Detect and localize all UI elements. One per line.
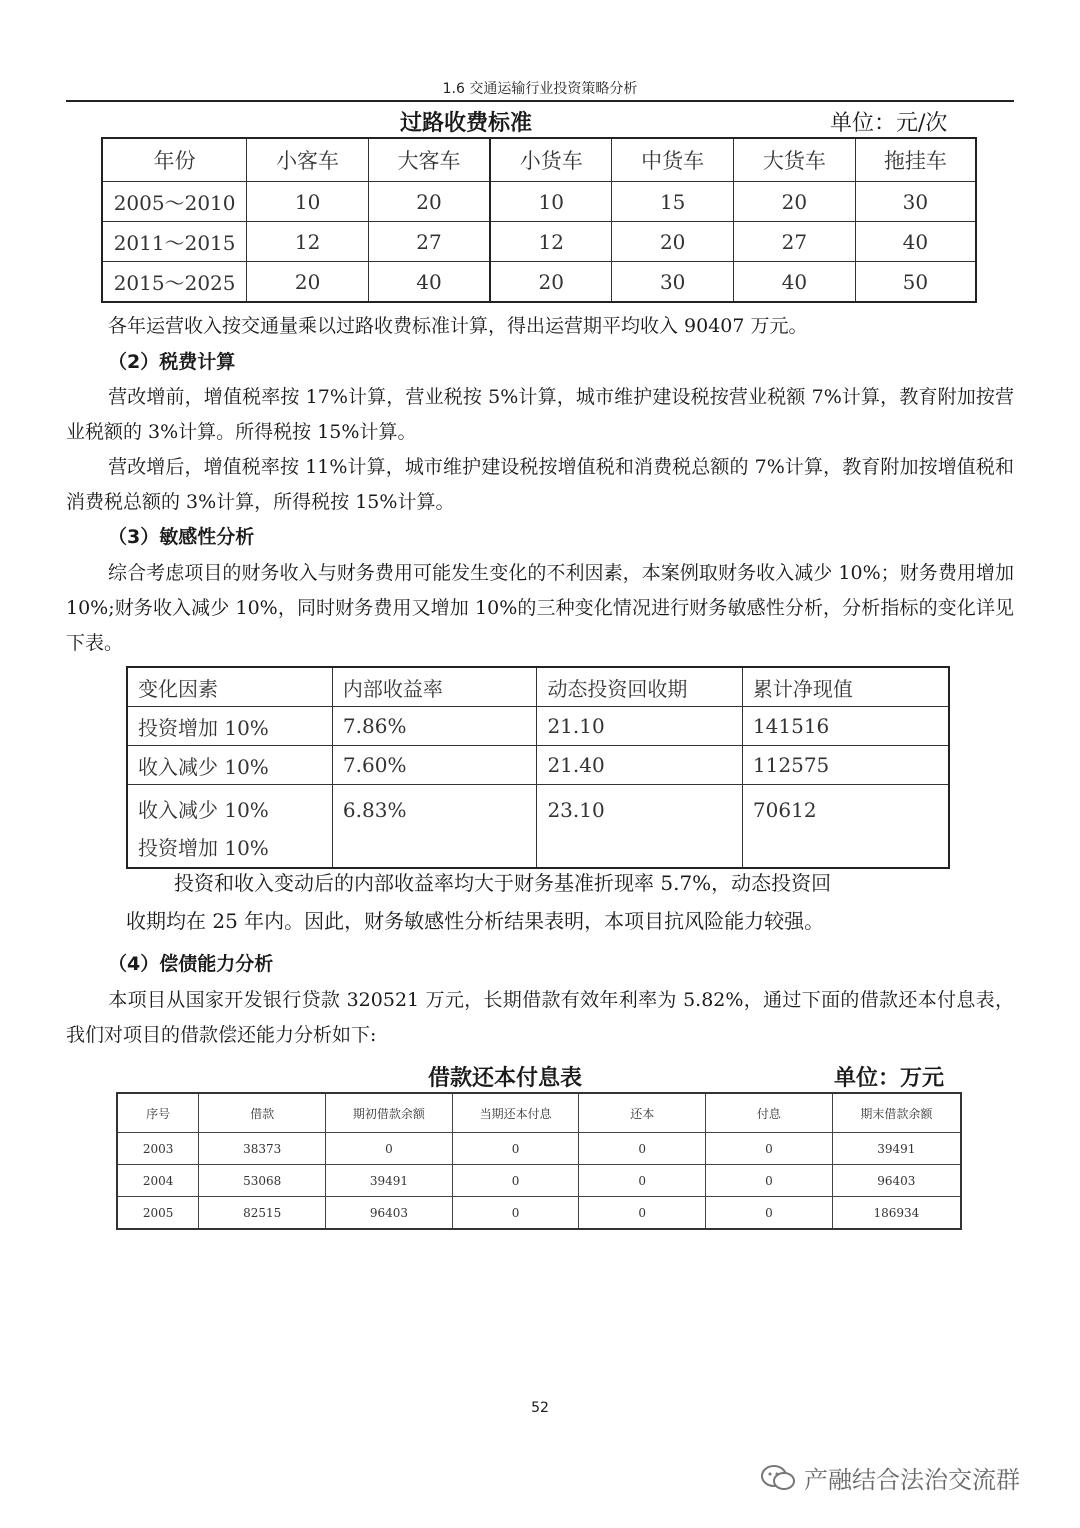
table-row [102, 222, 976, 262]
loan-table-header-row [117, 1093, 961, 1133]
toll-cell: 40 [368, 262, 490, 303]
paragraph-revenue: 各年运营收入按交通量乘以过路收费标准计算，得出运营期平均收入 90407 万元。 [108, 315, 808, 337]
toll-header-cell: 年份 [102, 138, 247, 182]
toll-table-header-row [102, 138, 976, 182]
table-row [102, 262, 976, 303]
sens-npv-cell: 70612 [742, 785, 949, 869]
toll-cell: 27 [734, 222, 856, 262]
sens-factor-cell [127, 785, 332, 869]
loan-cell: 0 [452, 1133, 579, 1165]
toll-cell: 20 [368, 182, 490, 222]
toll-cell: 20 [612, 222, 734, 262]
loan-header-cell: 期末借款余额 [832, 1093, 961, 1133]
loan-header-cell: 还本 [579, 1093, 706, 1133]
loan-header-cell: 付息 [706, 1093, 833, 1133]
loan-cell: 53068 [199, 1165, 326, 1197]
toll-header-cell: 小客车 [247, 138, 369, 182]
loan-cell: 38373 [199, 1133, 326, 1165]
toll-table-title: 过路收费标准 [400, 110, 533, 136]
watermark-text: 产融结合法治交流群 [804, 1466, 1020, 1494]
loan-cell: 39491 [832, 1133, 961, 1165]
sens-factor-line: 收入减少 10% [138, 798, 269, 822]
paragraph-sensitivity-result [126, 864, 966, 940]
toll-cell: 50 [855, 262, 976, 303]
loan-cell: 39491 [326, 1165, 453, 1197]
toll-cell: 40 [855, 222, 976, 262]
paragraph-tax-after: 营改增后，增值税率按 11%计算，城市维护建设税按增值税和消费税总额的 7%计算，教育附加按增值税和消费税总额的 3%计算，所得税按 15%计算。 [66, 456, 1014, 513]
loan-cell: 0 [579, 1197, 706, 1230]
loan-cell: 0 [579, 1133, 706, 1165]
toll-cell: 20 [490, 262, 612, 303]
toll-header-cell: 大客车 [368, 138, 490, 182]
sens-factor-cell: 收入减少 10% [127, 746, 332, 785]
loan-cell: 2004 [117, 1165, 199, 1197]
toll-cell: 20 [734, 182, 856, 222]
sens-irr-cell: 6.83% [332, 785, 537, 869]
toll-cell: 12 [490, 222, 612, 262]
loan-cell: 2005 [117, 1197, 199, 1230]
sens-header-cell: 内部收益率 [332, 667, 537, 707]
toll-table-unit: 单位：元/次 [830, 111, 948, 136]
sens-irr-cell: 7.86% [332, 707, 537, 746]
loan-cell: 0 [706, 1197, 833, 1230]
sens-header-cell: 累计净现值 [742, 667, 949, 707]
sens-factor-cell: 投资增加 10% [127, 707, 332, 746]
loan-cell: 0 [326, 1133, 453, 1165]
table-row [117, 1197, 961, 1230]
sens-header-cell: 变化因素 [127, 667, 332, 707]
header-rule [66, 100, 1014, 102]
sens-period-cell: 21.10 [537, 707, 742, 746]
result-line-1: 投资和收入变动后的内部收益率均大于财务基准折现率 5.7%，动态投资回 [174, 871, 832, 895]
toll-header-cell: 大货车 [734, 138, 856, 182]
loan-cell: 0 [706, 1133, 833, 1165]
loan-cell: 96403 [832, 1165, 961, 1197]
loan-table-unit: 单位：万元 [834, 1065, 945, 1091]
table-row [127, 707, 949, 746]
section-heading-debt: （4）偿债能力分析 [108, 953, 274, 975]
loan-header-cell: 当期还本付息 [452, 1093, 579, 1133]
paragraph-sensitivity: 综合考虑项目的财务收入与财务费用可能发生变化的不利因素，本案例取财务收入减少 10%；财务费用增加 10%;财务收入减少 10%，同时财务费用又增加 10%的三种变化情况进行财务敏感性分析，分析指标的变化详见下表。 [66, 562, 1014, 654]
toll-cell: 10 [490, 182, 612, 222]
table-row [127, 746, 949, 785]
loan-cell: 0 [452, 1165, 579, 1197]
loan-table-title: 借款还本付息表 [428, 1065, 583, 1091]
sens-period-cell: 21.40 [537, 746, 742, 785]
toll-cell: 30 [855, 182, 976, 222]
toll-cell: 15 [612, 182, 734, 222]
section-heading-tax: （2）税费计算 [108, 351, 236, 373]
toll-cell: 12 [247, 222, 369, 262]
table-row [127, 785, 949, 869]
toll-header-cell: 中货车 [612, 138, 734, 182]
loan-header-cell: 序号 [117, 1093, 199, 1133]
loan-cell: 82515 [199, 1197, 326, 1230]
loan-table [116, 1092, 962, 1230]
loan-cell: 186934 [832, 1197, 961, 1230]
watermark [760, 1460, 1020, 1495]
loan-header-cell: 期初借款余额 [326, 1093, 453, 1133]
toll-cell: 30 [612, 262, 734, 303]
paragraph-tax-before: 营改增前，增值税率按 17%计算，营业税按 5%计算，城市维护建设税按营业税额 7%计算，教育附加按营业税额的 3%计算。所得税按 15%计算。 [66, 386, 1014, 443]
loan-cell: 96403 [326, 1197, 453, 1230]
table-row [117, 1165, 961, 1197]
sens-npv-cell: 141516 [742, 707, 949, 746]
toll-cell: 10 [247, 182, 369, 222]
toll-cell: 2011～2015 [102, 222, 247, 262]
toll-cell: 40 [734, 262, 856, 303]
table-row [117, 1133, 961, 1165]
loan-cell: 0 [579, 1165, 706, 1197]
sens-irr-cell: 7.60% [332, 746, 537, 785]
sens-period-cell: 23.10 [537, 785, 742, 869]
loan-cell: 0 [452, 1197, 579, 1230]
page-header-title: 1.6 交通运输行业投资策略分析 [442, 81, 638, 97]
table-row [102, 182, 976, 222]
sens-factor-line: 投资增加 10% [138, 836, 269, 860]
toll-table [101, 137, 977, 303]
loan-cell: 2003 [117, 1133, 199, 1165]
toll-cell: 2005～2010 [102, 182, 247, 222]
loan-header-cell: 借款 [199, 1093, 326, 1133]
toll-header-cell: 拖挂车 [855, 138, 976, 182]
page-number: 52 [531, 1400, 549, 1416]
sensitivity-table [126, 666, 950, 869]
toll-header-cell: 小货车 [490, 138, 612, 182]
result-line-2: 收期均在 25 年内。因此，财务敏感性分析结果表明，本项目抗风险能力较强。 [126, 909, 825, 933]
section-heading-sensitivity: （3）敏感性分析 [108, 526, 255, 548]
loan-cell: 0 [706, 1165, 833, 1197]
sens-header-cell: 动态投资回收期 [537, 667, 742, 707]
toll-cell: 20 [247, 262, 369, 303]
toll-cell: 2015～2025 [102, 262, 247, 303]
sens-table-header-row [127, 667, 949, 707]
paragraph-loan: 本项目从国家开发银行贷款 320521 万元，长期借款有效年利率为 5.82%，通过下面的借款还本付息表，我们对项目的借款偿还能力分析如下: [66, 989, 1014, 1046]
toll-cell: 27 [368, 222, 490, 262]
wechat-icon [760, 1463, 796, 1493]
sens-npv-cell: 112575 [742, 746, 949, 785]
